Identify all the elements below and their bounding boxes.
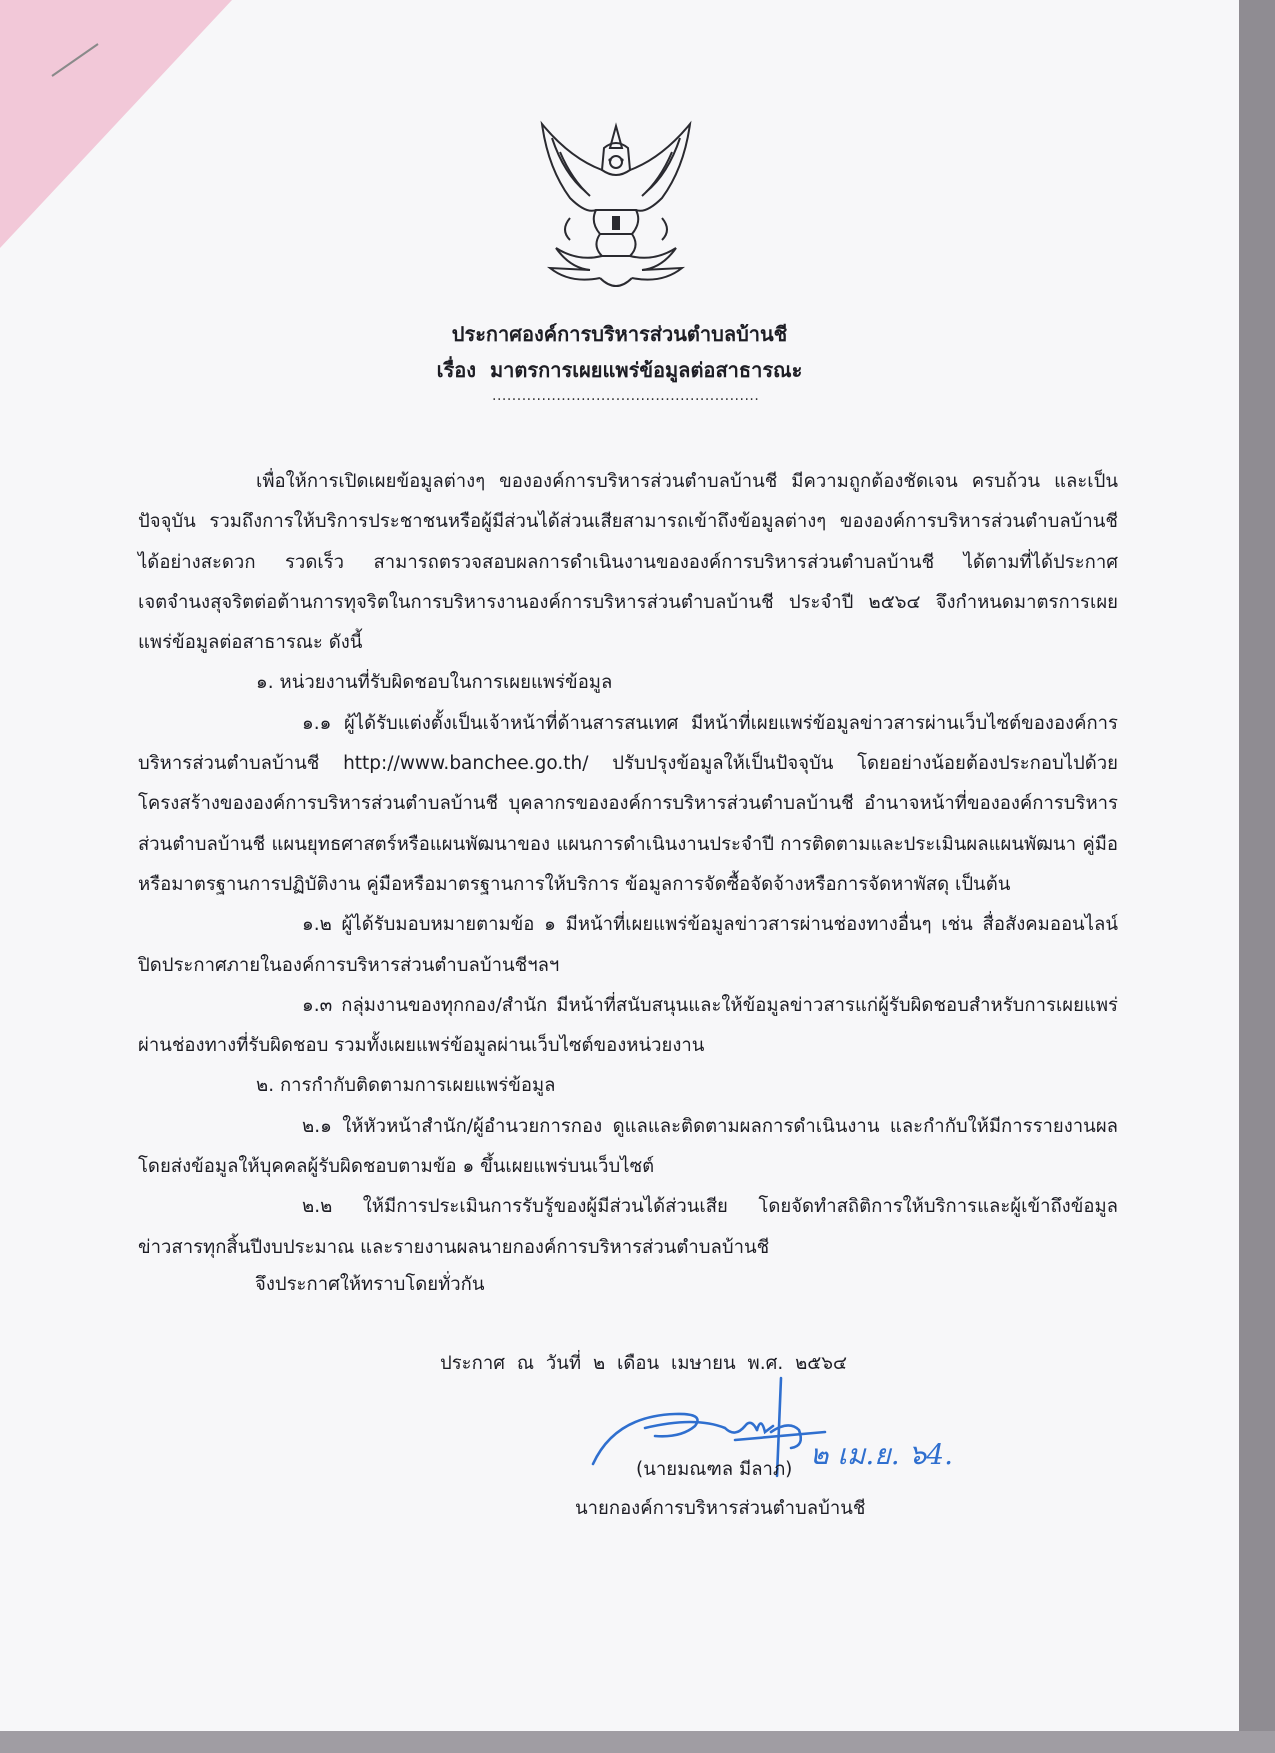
subject-label: เรื่อง: [436, 358, 476, 382]
announcement-body: [138, 462, 1118, 1268]
garuda-emblem-icon: [530, 118, 702, 298]
intro-paragraph: เพื่อให้การเปิดเผยข้อมูลต่างๆ ขององค์การบริหารส่วนตำบลบ้านชี มีความถูกต้องชัดเจน ครบถ้วน และเป็นปัจจุบัน รวมถึงการให้บริการประชาชนหรือผู้มีส่วนได้ส่วนเสียสามารถเข้าถึงข้อมูลต่างๆ ขององค์การบริหารส่วนตำบลบ้านชี ได้อย่างสะดวก รวดเร็ว สามารถตรวจสอบผลการดำเนินงานขององค์การบริหารส่วนตำบลบ้านชี ได้ตามที่ได้ประกาศเจตจำนงสุจริตต่อต้านการทุจริตในการบริหารงานองค์การบริหารส่วนตำบลบ้านชี ประจำปี ๒๕๖๔ จึงกำหนดมาตรการเผยแพร่ข้อมูลต่อสาธารณะ ดังนี้: [138, 471, 1118, 654]
closing-statement: จึงประกาศให้ทราบโดยทั่วกัน: [255, 1274, 485, 1295]
scan-edge-right: [1239, 0, 1275, 1753]
announcement-title: ประกาศองค์การบริหารส่วนตำบลบ้านชี: [451, 322, 788, 346]
item-1-3: ๑.๓ กลุ่มงานของทุกกอง/สำนัก มีหน้าที่สนับสนุนและให้ข้อมูลข่าวสารแก่ผู้รับผิดชอบสำหรับการเผยแพร่ผ่านช่องทางที่รับผิดชอบ รวมทั้งเผยแพร่ข้อมูลผ่านเว็บไซต์ของหน่วยงาน: [138, 994, 1118, 1057]
pink-tab-corner: [0, 0, 240, 250]
scan-edge-bottom: [0, 1731, 1275, 1753]
item-1-2: ๑.๒ ผู้ได้รับมอบหมายตามข้อ ๑ มีหน้าที่เผยแพร่ข้อมูลข่าวสารผ่านช่องทางอื่นๆ เช่น สื่อสังคมออนไลน์ ปิดประกาศภายในองค์การบริหารส่วนตำบลบ้านชีฯลฯ: [138, 914, 1118, 976]
signer-title: นายกองค์การบริหารส่วนตำบลบ้านชี: [575, 1498, 866, 1519]
item-2-2: ๒.๒ ให้มีการประเมินการรับรู้ของผู้มีส่วนได้ส่วนเสีย โดยจัดทำสถิติการให้บริการและผู้เข้าถึงข้อมูลข่าวสารทุกสิ้นปีงบประมาณ และรายงานผลนายกองค์การบริหารส่วนตำบลบ้านชี: [138, 1196, 1118, 1258]
announcement-subject-line: [0, 354, 1239, 386]
subject-text: มาตรการเผยแพร่ข้อมูลต่อสาธารณะ: [490, 358, 803, 382]
item-1-1: ๑.๑ ผู้ได้รับแต่งตั้งเป็นเจ้าหน้าที่ด้านสารสนเทศ มีหน้าที่เผยแพร่ข้อมูลข่าวสารผ่านเว็บไซต์ขององค์การบริหารส่วนตำบลบ้านชี http://www.banchee.go.th/ ปรับปรุงข้อมูลให้เป็นปัจจุบัน โดยอย่างน้อยต้องประกอบไปด้วย โครงสร้างขององค์การบริหารส่วนตำบลบ้านชี บุคลากรขององค์การบริหารส่วนตำบลบ้านชี อำนาจหน้าที่ขององค์การบริหารส่วนตำบลบ้านชี แผนยุทธศาสตร์หรือแผนพัฒนาของ แผนการดำเนินงานประจำปี การติดตามและประเมินผลแผนพัฒนา คู่มือหรือมาตรฐานการปฏิบัติงาน คู่มือหรือมาตรฐานการให้บริการ ข้อมูลการจัดซื้อจัดจ้างหรือการจัดหาพัสดุ เป็นต้น: [138, 712, 1118, 895]
section-1-heading: ๑. หน่วยงานที่รับผิดชอบในการเผยแพร่ข้อมูล: [256, 672, 613, 694]
signer-name: (นายมณฑล มีลาภ): [636, 1459, 793, 1480]
section-2-heading: ๒. การกำกับติดตามการเผยแพร่ข้อมูล: [256, 1075, 556, 1097]
announcement-date: ประกาศ ณ วันที่ ๒ เดือน เมษายน พ.ศ. ๒๕๖๔: [440, 1353, 848, 1374]
item-2-1: ๒.๑ ให้หัวหน้าสำนัก/ผู้อำนวยการกอง ดูแลและติดตามผลการดำเนินงาน และกำกับให้มีการรายงานผลโดยส่งข้อมูลให้บุคคลผู้รับผิดชอบตามข้อ ๑ ขึ้นเผยแพร่บนเว็บไซต์: [138, 1115, 1118, 1178]
title-separator: ......................................................: [492, 388, 760, 404]
signature-date-note: ๒ เม.ย. ๖4.: [810, 1438, 953, 1471]
